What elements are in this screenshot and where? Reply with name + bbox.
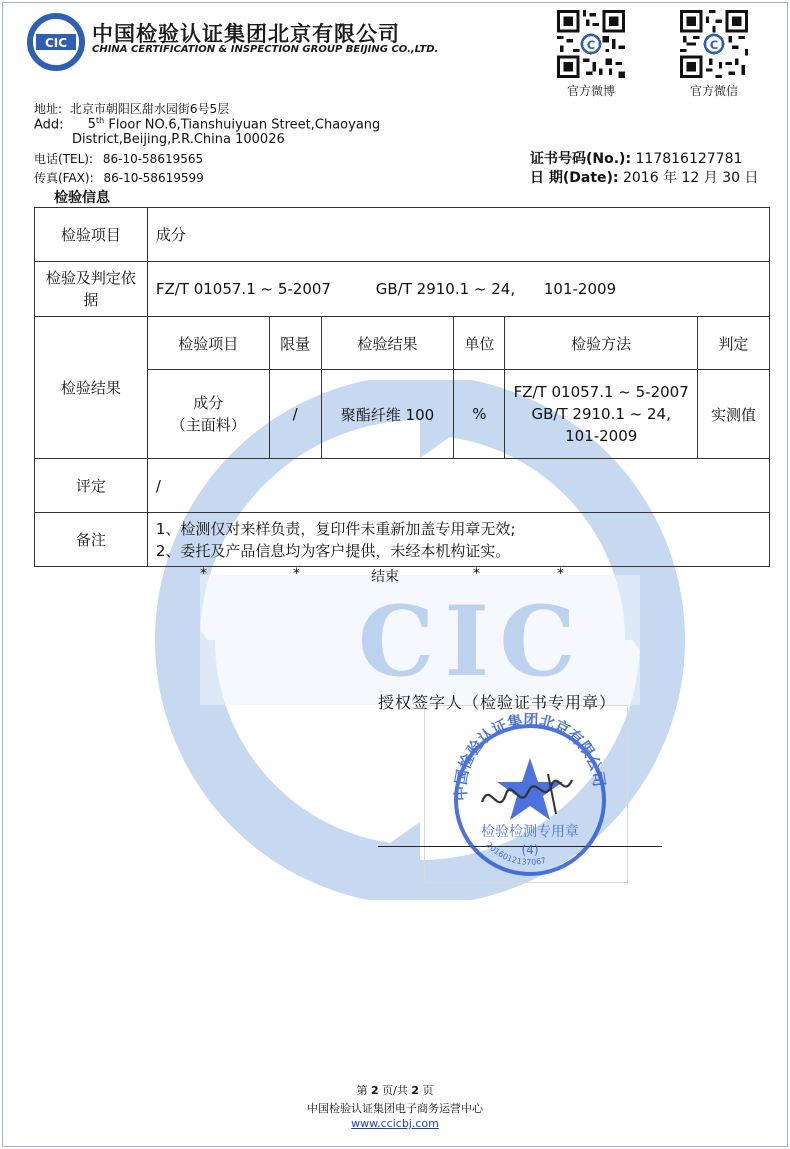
result-method-line: 101-2009 [565, 427, 638, 445]
section-title: 检验信息 [54, 190, 110, 206]
address-cn-label: 地址: [34, 102, 63, 116]
footer-url-row [0, 1117, 790, 1130]
result-item-name: 成分 [193, 394, 224, 412]
footer-org: 中国检验认证集团电子商务运营中心 [307, 1102, 483, 1115]
basis-standard-3: 101-2009 [543, 280, 617, 298]
stamp-inner-text: 检验检测专用章 [481, 824, 579, 840]
date-label: 日 期(Date): [530, 170, 619, 186]
address-en-label: Add: [34, 117, 64, 133]
result-unit-cell: % [454, 370, 505, 459]
remark-label-cell: 备注 [35, 513, 148, 567]
remark-line: 1、检测仅对来样负责，复印件未重新加盖专用章无效; [155, 519, 516, 538]
cic-logo [26, 12, 86, 72]
remark-line: 2、委托及产品信息均为客户提供，未经本机构证实。 [155, 541, 511, 560]
page-number [0, 1082, 790, 1098]
cert-number-row [530, 148, 742, 168]
stamp-serial: 2016012137067 [484, 840, 547, 867]
basis-value-cell [147, 262, 769, 317]
result-limit-cell: / [269, 370, 321, 459]
evaluation-value-cell: / [147, 459, 769, 513]
weibo-qr-label: 官方微博 [566, 84, 615, 98]
watermark-text: CIC [358, 585, 586, 698]
address-cn [34, 100, 229, 117]
wechat-qr-label: 官方微信 [689, 84, 738, 98]
page-mid: 页/共 [382, 1084, 408, 1097]
fax-row [34, 169, 204, 186]
company-name-en: CHINA CERTIFICATION & INSPECTION GROUP BEIJING CO.,LTD. [92, 44, 439, 55]
signer-label: 授权签字人（检验证书专用章） [378, 693, 617, 712]
result-value-cell: 聚酯纤维 100 [321, 370, 454, 459]
result-method-cell [505, 370, 698, 459]
end-star: * [293, 566, 300, 582]
end-star: * [473, 566, 480, 582]
official-stamp [440, 710, 620, 880]
result-header-result: 检验结果 [321, 317, 454, 370]
svg-text:C: C [709, 37, 719, 52]
result-judgement-cell: 实测值 [698, 370, 770, 459]
item-label-cell: 检验项目 [35, 208, 148, 262]
end-star: * [200, 566, 207, 582]
basis-standard-2: GB/T 2910.1 ~ 24, [375, 280, 516, 298]
cert-number-value: 117816127781 [635, 151, 743, 167]
evaluation-label-cell: 评定 [35, 459, 148, 513]
svg-text:CIC: CIC [44, 36, 68, 50]
basis-label-cell: 检验及判定依据 [35, 262, 148, 317]
tel-label: 电话(TEL): [34, 152, 94, 166]
result-header-judgement: 判定 [698, 317, 770, 370]
wechat-qr-code[interactable] [680, 10, 748, 78]
table-row [35, 262, 770, 317]
table-row [35, 317, 770, 370]
stamp-number: (4) [521, 843, 539, 857]
address-cn-value: 北京市朝阳区甜水园街6号5层 [69, 102, 230, 116]
fax-value: 86-10-58619599 [103, 171, 204, 185]
result-label-cell: 检验结果 [35, 317, 148, 459]
fax-label: 传真(FAX): [34, 171, 94, 185]
page-current: 2 [370, 1084, 379, 1097]
result-method-line: FZ/T 01057.1 ~ 5-2007 [513, 383, 689, 401]
table-row [35, 208, 770, 262]
svg-text:C: C [586, 37, 596, 52]
end-star: * [557, 566, 564, 582]
result-item-part: （主面料） [170, 416, 246, 434]
result-item-cell [147, 370, 269, 459]
address-en-line1 [34, 116, 380, 132]
page-prefix: 第 [356, 1084, 368, 1097]
footer-url-link[interactable]: www.ccicbj.com [351, 1117, 439, 1130]
cert-number-label: 证书号码(No.): [530, 151, 632, 167]
result-header-unit: 单位 [454, 317, 505, 370]
end-text: 结束 [371, 569, 399, 585]
address-en-line2: District,Beijing,P.R.China 100026 [72, 132, 285, 147]
weibo-qr-code[interactable] [557, 10, 625, 78]
result-header-method: 检验方法 [505, 317, 698, 370]
table-row [35, 513, 770, 567]
result-header-item: 检验项目 [147, 317, 269, 370]
address-en-street: Floor NO.6,Tianshuiyuan Street,Chaoyang [104, 117, 381, 133]
basis-standard-1: FZ/T 01057.1 ~ 5-2007 [155, 280, 331, 298]
table-row [35, 459, 770, 513]
tel-value: 86-10-58619565 [102, 152, 204, 166]
page-total: 2 [411, 1084, 420, 1097]
inspection-info-table [34, 207, 770, 567]
company-name-cn: 中国检验认证集团北京有限公司 [92, 22, 400, 46]
item-value-cell: 成分 [147, 208, 769, 262]
result-header-limit: 限量 [269, 317, 321, 370]
date-value: 2016 年 12 月 30 日 [622, 170, 759, 186]
date-row [530, 167, 759, 187]
address-en-floor: 5 [87, 117, 96, 133]
remark-value-cell [147, 513, 769, 567]
tel-row [34, 150, 203, 167]
page-suffix: 页 [422, 1084, 434, 1097]
stamp-outer-text: 中国检验认证集团北京有限公司 [451, 711, 609, 802]
result-method-line: GB/T 2910.1 ~ 24, [531, 405, 671, 423]
address-en-floor-suffix: th [95, 116, 105, 125]
